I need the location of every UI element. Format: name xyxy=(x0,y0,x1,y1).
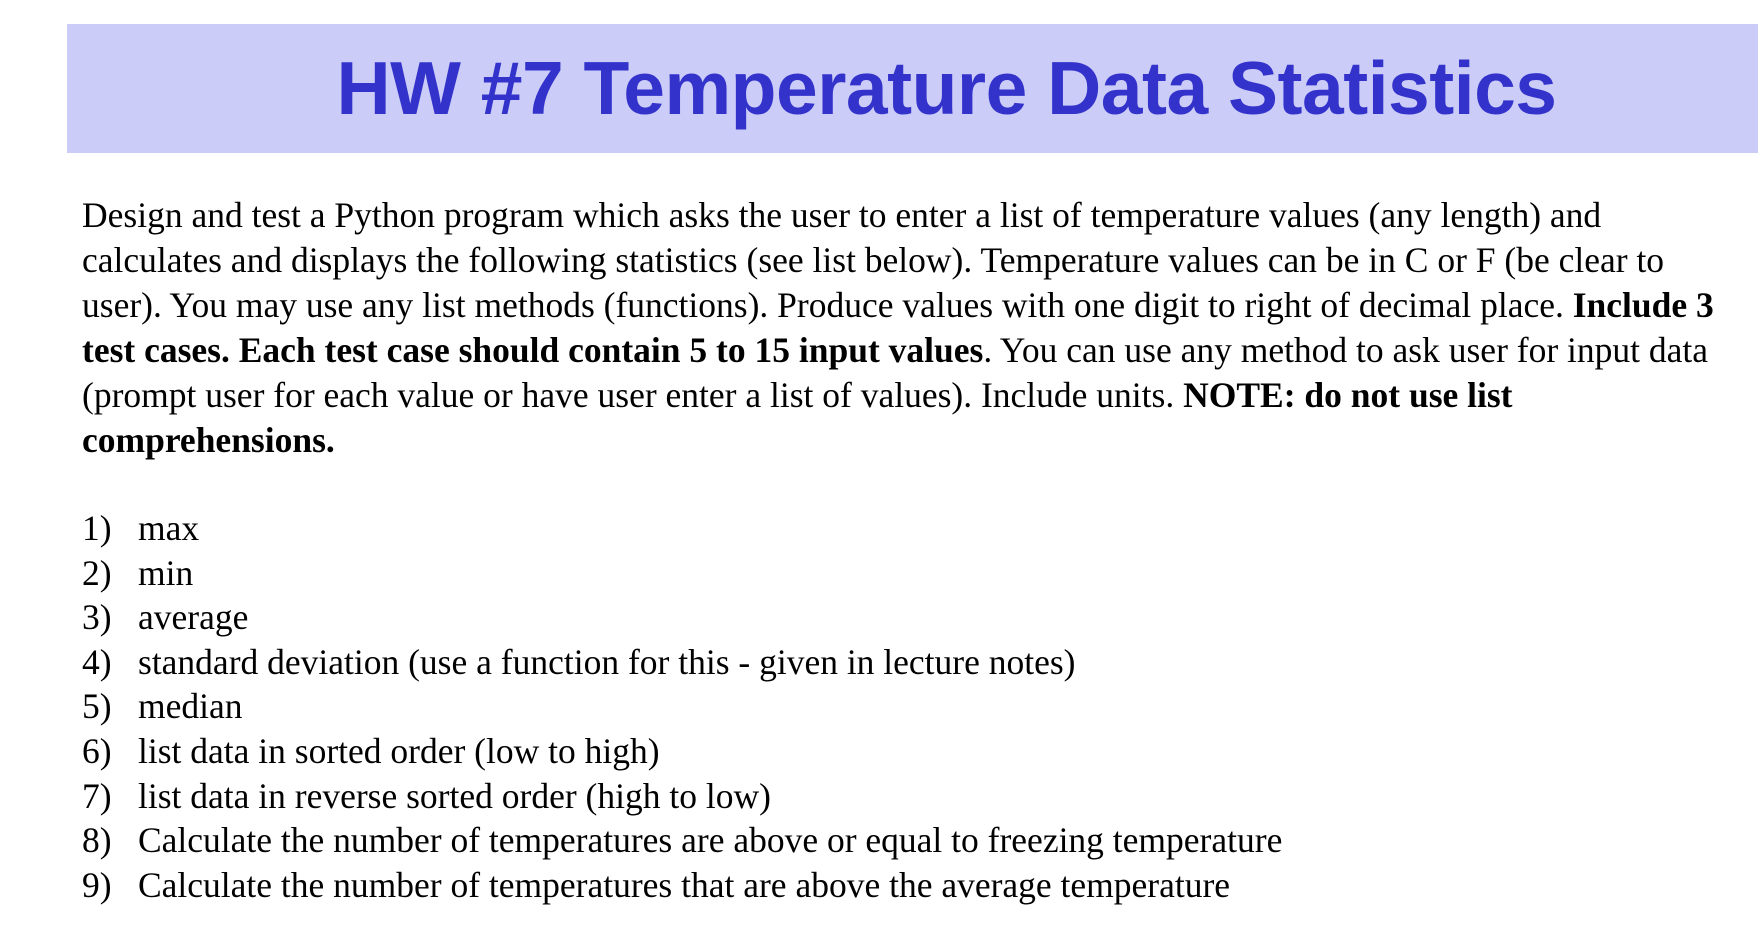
title-banner xyxy=(67,24,1758,153)
list-item-number: 6) xyxy=(82,730,112,771)
list-item-number: 9) xyxy=(82,864,112,905)
list-item xyxy=(82,640,1282,685)
list-item-number: 1) xyxy=(82,508,112,548)
list-item xyxy=(82,863,1282,908)
description-text-2: . You can use any method to ask user for input data (prompt user for each value or have user enter a list of values). Include units. xyxy=(82,330,1709,415)
list-item-text: standard deviation (use a function for this - given in lecture notes) xyxy=(138,641,1076,682)
list-item-text: Calculate the number of temperatures that are above the average temperature xyxy=(138,864,1231,905)
list-item xyxy=(82,818,1282,863)
list-item-text: average xyxy=(138,597,249,638)
test-case-requirement: Include 3 test cases. Each test case should contain 5 to 15 input values xyxy=(82,285,1714,370)
list-item-text: list data in reverse sorted order (high to low) xyxy=(138,775,771,816)
list-item xyxy=(82,774,1282,819)
list-item-text: list data in sorted order (low to high) xyxy=(138,730,660,771)
list-item xyxy=(82,551,1282,596)
list-item-text: min xyxy=(138,552,194,593)
list-item-number: 3) xyxy=(82,597,112,638)
list-item-number: 4) xyxy=(82,641,112,682)
list-item-number: 5) xyxy=(82,686,112,727)
list-item xyxy=(82,595,1282,640)
list-item xyxy=(82,684,1282,729)
list-comprehension-note: NOTE: do not use list comprehensions. xyxy=(82,375,1513,460)
list-item-text: max xyxy=(138,508,200,548)
list-item-number: 8) xyxy=(82,820,112,861)
list-item-number: 2) xyxy=(82,552,112,593)
list-item-text: Calculate the number of temperatures are above or equal to freezing temperature xyxy=(138,820,1283,861)
list-item xyxy=(82,506,1282,551)
list-item-text: median xyxy=(138,686,243,727)
assignment-description xyxy=(82,193,1742,463)
page-title: HW #7 Temperature Data Statistics xyxy=(336,46,1557,130)
description-text-1: Design and test a Python program which asks the user to enter a list of temperature values (any length) and calculates and displays the following statistics (see list below). Temperature values can be in C or F (be clear to user). You may use any list methods (functions). Produce values with one digit to right of decimal place. xyxy=(82,195,1665,325)
list-item xyxy=(82,729,1282,774)
list-item-number: 7) xyxy=(82,775,112,816)
statistics-list xyxy=(82,506,1282,907)
